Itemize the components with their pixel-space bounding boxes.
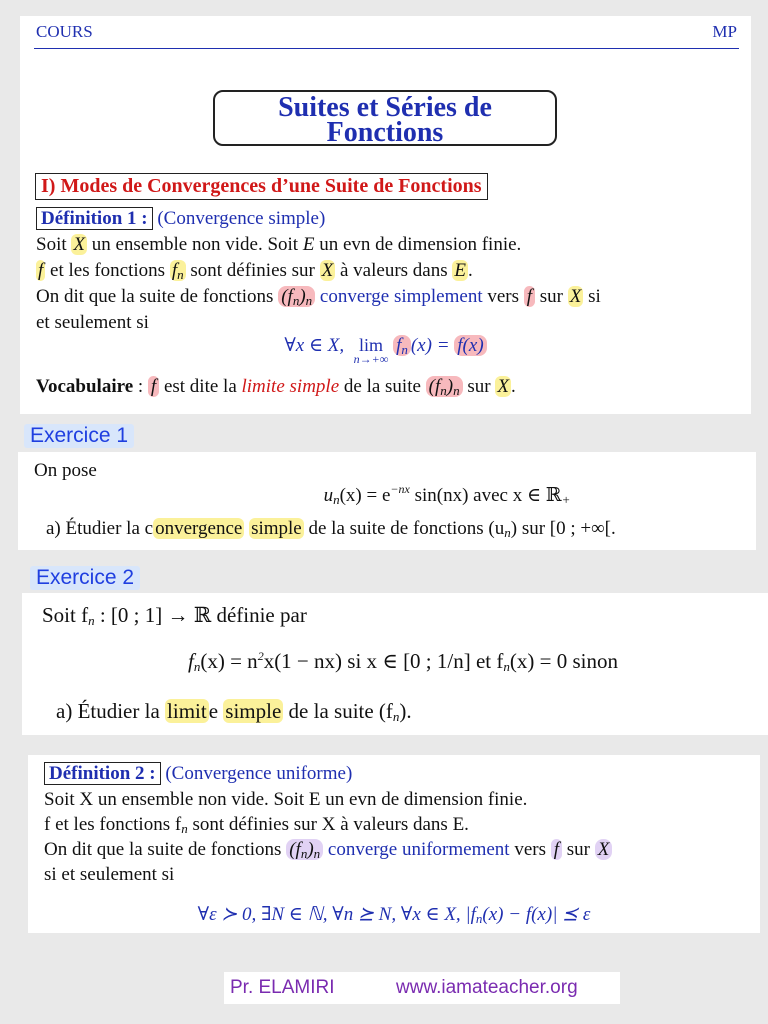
limit: lim n→+∞ bbox=[353, 335, 389, 366]
def1-formula bbox=[20, 334, 751, 366]
var: ) bbox=[446, 376, 454, 397]
term-converge-uniformement: converge uniformement bbox=[323, 839, 510, 860]
formula-part: (x) = bbox=[410, 335, 455, 356]
text: . bbox=[510, 376, 516, 397]
text: de la suite bbox=[339, 376, 426, 397]
header-right: MP bbox=[712, 22, 737, 41]
hl-f: f bbox=[148, 376, 159, 397]
var: (f bbox=[281, 286, 293, 307]
hl-f: f bbox=[38, 260, 44, 281]
text: On dit que la suite de fonctions bbox=[36, 286, 279, 307]
var: (f bbox=[428, 376, 441, 397]
text: a) Étudier la bbox=[56, 699, 166, 723]
sub: n bbox=[300, 846, 308, 861]
var: ) bbox=[307, 839, 314, 860]
hl-f: f bbox=[524, 286, 535, 307]
def1-name: (Convergence simple) bbox=[157, 208, 326, 229]
text: f et les fonctions f bbox=[44, 814, 182, 835]
def2-name: (Convergence uniforme) bbox=[165, 763, 353, 784]
def1-label: Définition 1 : bbox=[36, 207, 153, 230]
page-title-line2: Fonctions bbox=[326, 117, 444, 148]
formula-part: (x) − f(x)| ⪯ ε bbox=[482, 904, 591, 925]
var: (f bbox=[289, 839, 301, 860]
hl-f: f bbox=[551, 839, 562, 860]
formula-part: (x) = e bbox=[339, 485, 391, 506]
text: vers bbox=[482, 286, 524, 307]
exercise2-label: Exercice 2 bbox=[30, 566, 140, 590]
term-limite-simple: limite simple bbox=[241, 376, 340, 397]
term-converge-simplement: converge simplement bbox=[315, 286, 483, 307]
hl-x: X bbox=[497, 376, 509, 397]
text: sont définies sur bbox=[185, 260, 320, 281]
text: de la suite (f bbox=[283, 699, 393, 723]
hl-fx: f(x) bbox=[454, 335, 486, 356]
text: est dite la bbox=[159, 376, 242, 397]
page-title-line1: Suites et Séries de bbox=[278, 92, 492, 123]
text: ) sur [0 ; +∞[. bbox=[510, 518, 616, 539]
sub: n bbox=[504, 525, 511, 540]
vocab-label: Vocabulaire bbox=[36, 376, 134, 397]
sub: n bbox=[475, 911, 483, 926]
ex1-question-a bbox=[46, 518, 616, 541]
text: de la suite de fonctions (u bbox=[303, 518, 505, 539]
text: : bbox=[133, 376, 148, 397]
exercise1-label: Exercice 1 bbox=[24, 424, 134, 448]
formula-part: sin(nx) avec x ∈ ℝ bbox=[409, 485, 562, 506]
text: vers bbox=[509, 839, 551, 860]
footer-site[interactable]: www.iamateacher.org bbox=[396, 977, 578, 998]
formula-part: f bbox=[188, 649, 194, 673]
header-left: COURS bbox=[36, 22, 93, 41]
hl-convergence: onvergence bbox=[155, 518, 243, 539]
sub: n bbox=[440, 383, 447, 398]
text: Soit f bbox=[42, 603, 89, 627]
section-title: I) Modes de Convergences d’une Suite de Fonctions bbox=[35, 173, 488, 200]
exercise1-card bbox=[18, 452, 756, 550]
def1-line4: et seulement si bbox=[36, 312, 149, 333]
formula-part: u bbox=[323, 485, 334, 506]
formula-part: ∀x ∈ X, bbox=[284, 335, 345, 356]
text: sont définies sur X à valeurs dans E. bbox=[187, 814, 469, 835]
def2-header bbox=[44, 763, 352, 785]
footer-author: Pr. ELAMIRI bbox=[230, 977, 335, 998]
var-f: f bbox=[171, 260, 178, 281]
sub: n bbox=[333, 492, 340, 507]
formula-part: x(1 − nx) si x ∈ [0 ; 1/n] et f bbox=[263, 649, 504, 673]
sub-n: n bbox=[177, 267, 184, 282]
def1-header bbox=[36, 208, 325, 230]
sub: n bbox=[313, 846, 321, 861]
text: ). bbox=[399, 699, 412, 723]
exercise2-card bbox=[22, 593, 768, 735]
sub: n bbox=[392, 709, 400, 724]
text: si bbox=[583, 286, 601, 307]
text: Soit bbox=[36, 234, 72, 255]
ex1-line1: On pose bbox=[34, 460, 97, 481]
def2-formula bbox=[28, 903, 760, 927]
definition2-card bbox=[28, 755, 760, 933]
hl-x: X bbox=[73, 234, 85, 255]
ex2-line1 bbox=[42, 603, 307, 629]
sub: + bbox=[561, 492, 571, 507]
course-card bbox=[20, 16, 751, 414]
ex2-question-a bbox=[56, 699, 412, 725]
header-rule bbox=[34, 48, 739, 49]
formula-part: (x) = n bbox=[200, 649, 258, 673]
def2-line3 bbox=[44, 839, 612, 862]
sub: n bbox=[181, 821, 188, 836]
text: e bbox=[208, 699, 224, 723]
def1-line2 bbox=[36, 260, 473, 283]
text: On dit que la suite de fonctions bbox=[44, 839, 287, 860]
def1-line1 bbox=[36, 234, 521, 256]
var-e: E bbox=[302, 234, 315, 255]
hl-simple: simple bbox=[251, 518, 302, 539]
sup: 2 bbox=[257, 649, 264, 663]
formula-part: (x) = 0 sinon bbox=[509, 649, 618, 673]
def2-line1: Soit X un ensemble non vide. Soit E un evn de dimension finie. bbox=[44, 789, 528, 810]
sub: n bbox=[503, 659, 510, 674]
def2-line4: si et seulement si bbox=[44, 864, 175, 885]
sub: n bbox=[401, 342, 408, 357]
sub: n bbox=[88, 613, 95, 628]
ex1-formula bbox=[78, 482, 768, 508]
sub: n bbox=[193, 659, 201, 674]
sup: −nx bbox=[390, 482, 410, 496]
text: : [0 ; 1] → ℝ définie par bbox=[94, 603, 307, 627]
text: à valeurs dans bbox=[335, 260, 453, 281]
def1-line3 bbox=[36, 286, 601, 309]
text: sur bbox=[535, 286, 568, 307]
var: f bbox=[396, 335, 402, 356]
hl-x: X bbox=[321, 260, 334, 281]
text: a) Étudier la c bbox=[46, 518, 154, 539]
text: un ensemble non vide. Soit bbox=[86, 234, 303, 255]
page-title-box bbox=[213, 90, 557, 146]
ex2-formula bbox=[188, 649, 618, 675]
text: . bbox=[468, 260, 473, 281]
formula-part: ∀ε ≻ 0, ∃N ∈ ℕ, ∀n ⪰ N, ∀x ∈ X, |f bbox=[197, 904, 476, 925]
hl-simple: simple bbox=[225, 699, 282, 723]
text: et les fonctions bbox=[45, 260, 170, 281]
text: sur bbox=[462, 376, 496, 397]
sub: n bbox=[292, 293, 300, 308]
sub: n bbox=[305, 293, 313, 308]
text: un evn de dimension finie. bbox=[314, 234, 522, 255]
hl-e: E bbox=[454, 260, 466, 281]
sub: n bbox=[453, 383, 460, 398]
def2-label: Définition 2 : bbox=[44, 762, 161, 785]
def1-vocabulary bbox=[36, 376, 516, 399]
text: sur bbox=[562, 839, 595, 860]
footer bbox=[224, 972, 620, 1004]
hl-limite: limit bbox=[167, 699, 207, 723]
def2-line2 bbox=[44, 814, 469, 837]
hl-x: X bbox=[595, 839, 613, 860]
hl-x: X bbox=[569, 286, 582, 307]
var: ) bbox=[299, 286, 306, 307]
